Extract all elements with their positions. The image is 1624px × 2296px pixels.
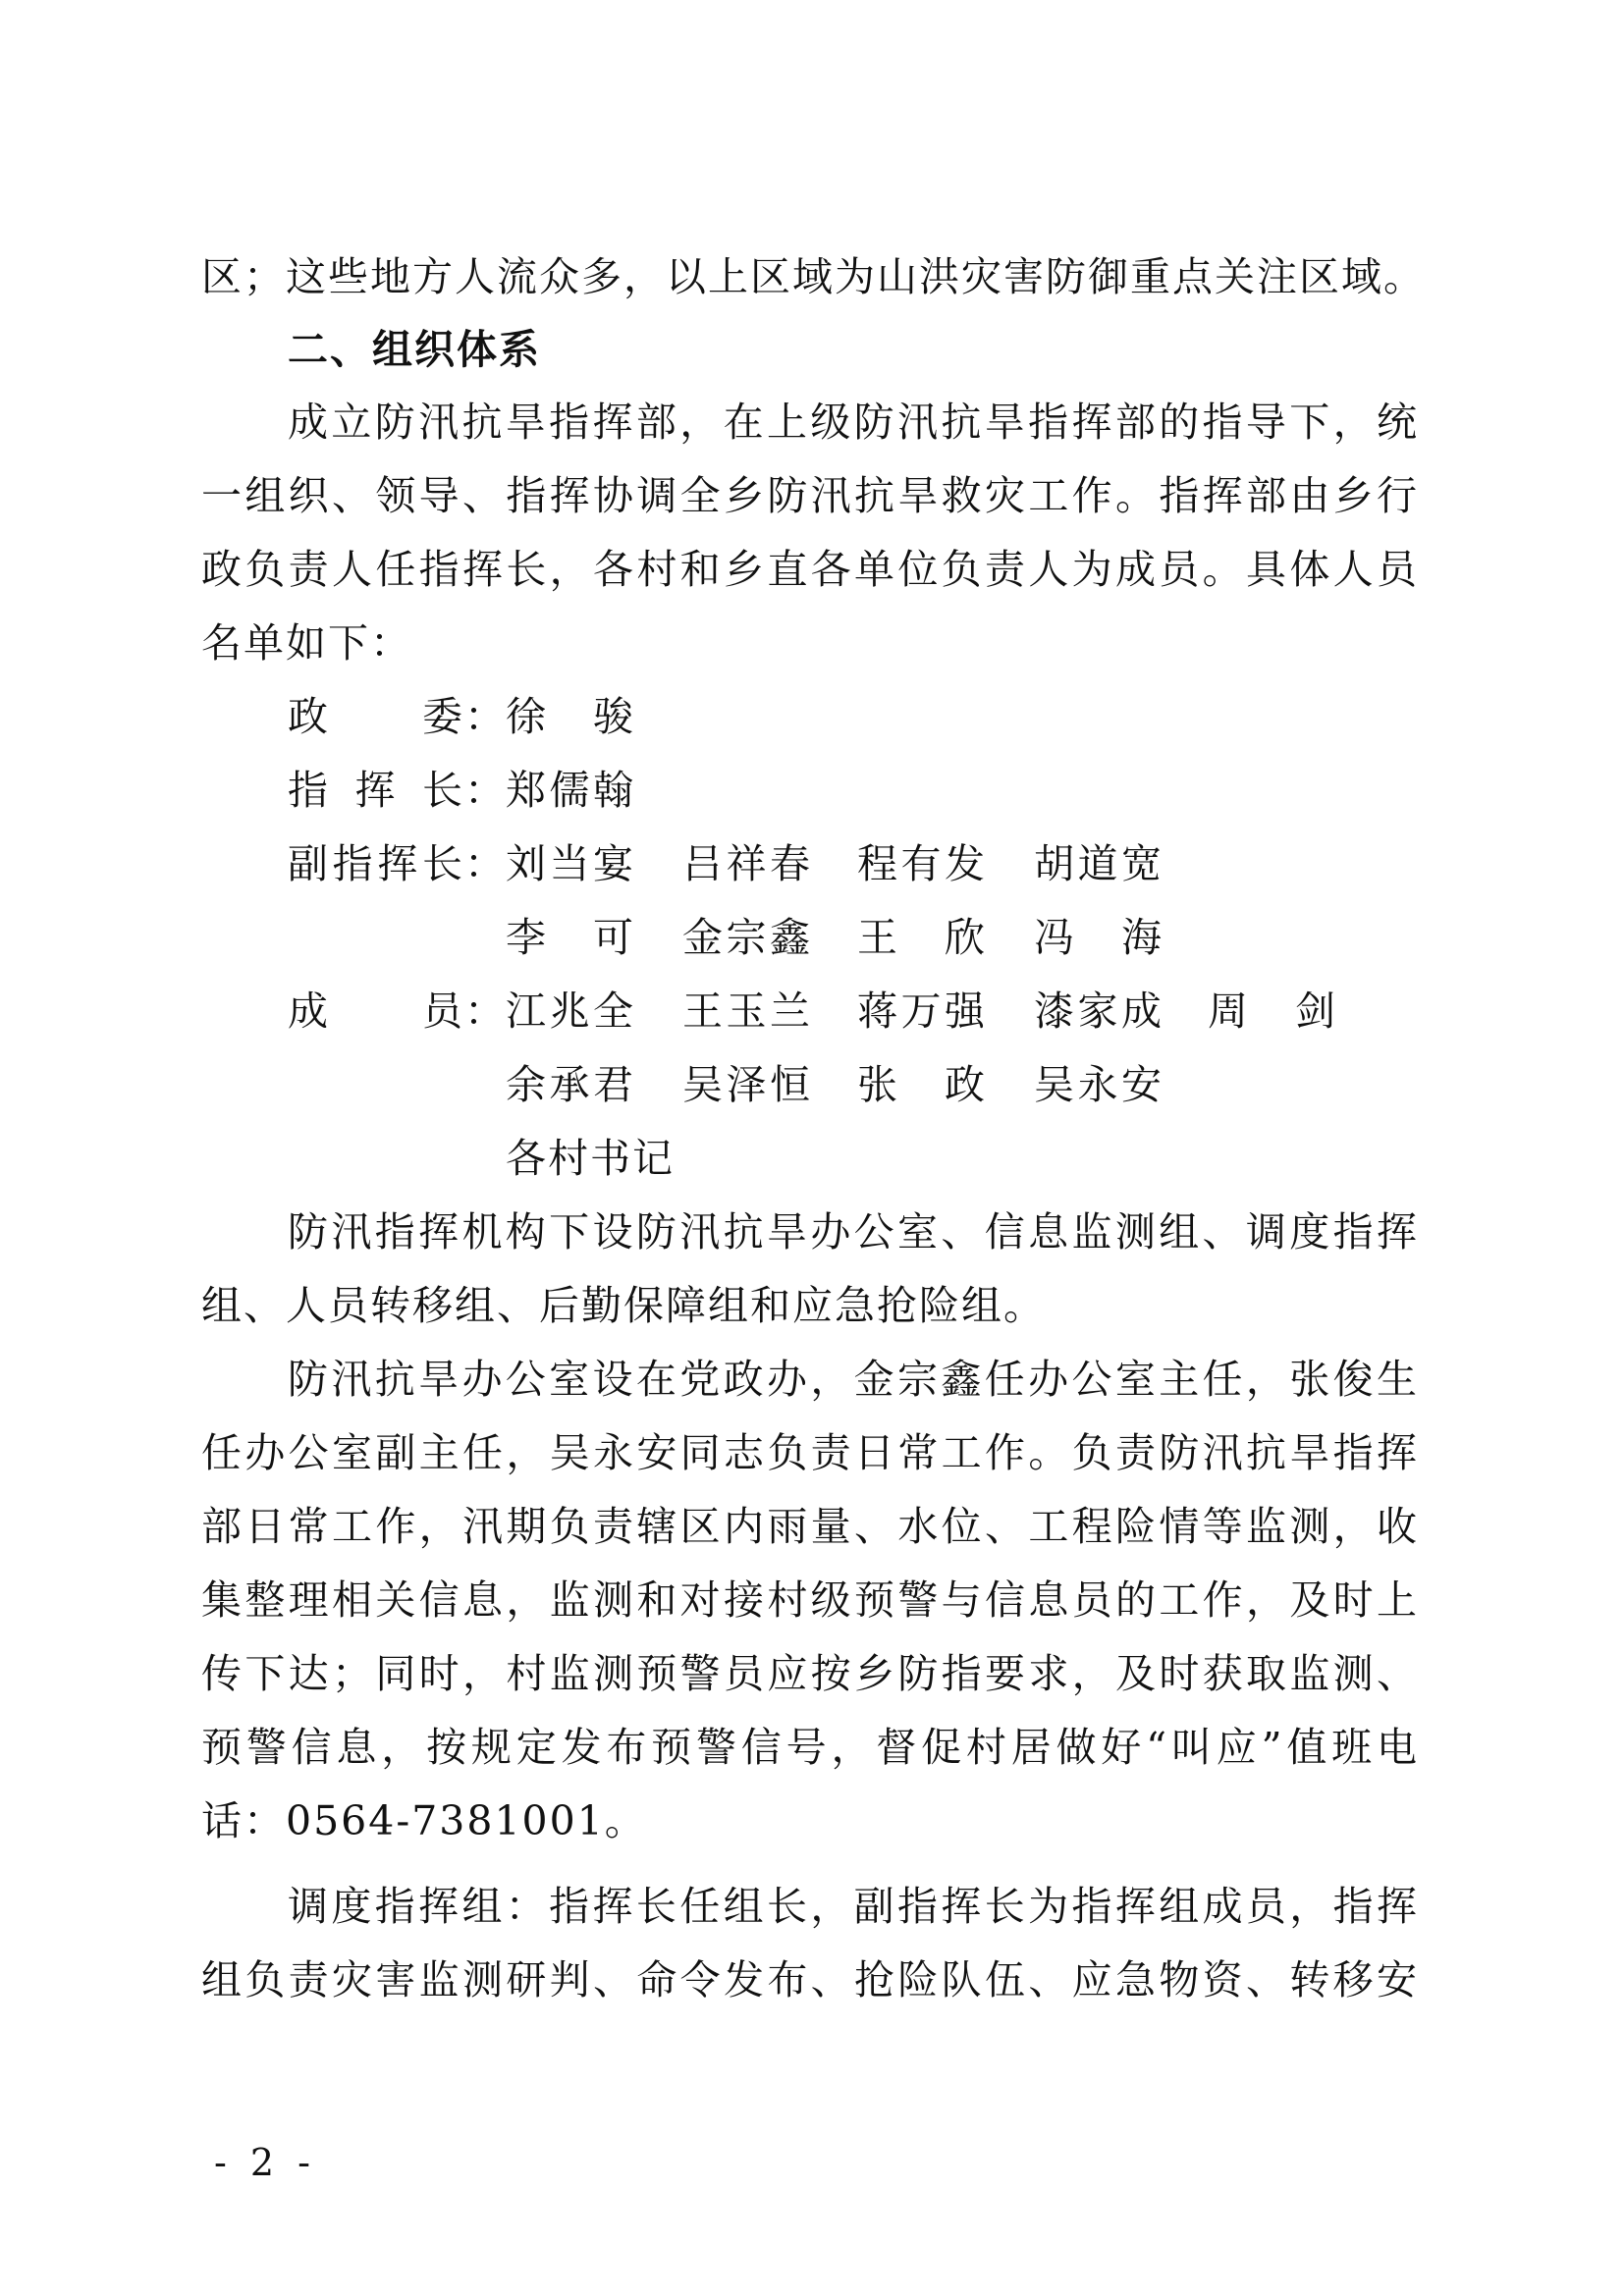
roster-name: 王欣 — [857, 914, 987, 961]
paragraph-line: 组负责灾害监测研判、命令发布、抢险队伍、应急物资、转移安 — [201, 1956, 1419, 2003]
roster-role: 指挥长 — [288, 767, 464, 814]
paragraph-line: 调度指挥组：指挥长任组长，副指挥长为指挥组成员，指挥 — [288, 1883, 1419, 1930]
roster-colon: ： — [464, 767, 505, 814]
roster-role: 政委 — [288, 693, 464, 740]
roster-name: 各村书记 — [506, 1135, 675, 1182]
roster-name: 程有发 — [857, 840, 987, 887]
roster-name: 金宗鑫 — [682, 914, 812, 961]
roster-row-fuzhihuizhang-2 — [0, 908, 1624, 967]
paragraph-line: 防汛抗旱办公室设在党政办，金宗鑫任办公室主任，张俊生 — [288, 1356, 1419, 1403]
roster-name: 吕祥春 — [682, 840, 812, 887]
paragraph-line: 政负责人任指挥长，各村和乡直各单位负责人为成员。具体人员 — [201, 546, 1419, 593]
roster-name: 吴泽恒 — [682, 1061, 812, 1108]
roster-name: 胡道宽 — [1034, 840, 1164, 887]
roster-name: 李可 — [506, 914, 635, 961]
roster-name: 周剑 — [1208, 988, 1337, 1035]
roster-name: 刘当宴 — [506, 840, 635, 887]
roster-row-chengyuan-3 — [506, 1129, 675, 1188]
paragraph-line: 预警信息，按规定发布预警信号，督促村居做好“叫应”值班电 — [201, 1724, 1419, 1771]
roster-name: 冯海 — [1034, 914, 1164, 961]
roster-name: 漆家成 — [1034, 988, 1164, 1035]
roster-name: 余承君 — [506, 1061, 635, 1108]
roster-name: 蒋万强 — [857, 988, 987, 1035]
paragraph-line: 名单如下： — [201, 619, 412, 667]
roster-name: 徐骏 — [506, 693, 635, 740]
roster-colon: ： — [464, 840, 505, 887]
paragraph-line: 传下达；同时，村监测预警员应按乡防指要求，及时获取监测、 — [201, 1650, 1419, 1697]
roster-role: 副指挥长 — [288, 840, 464, 887]
roster-row-chengyuan-2 — [0, 1055, 1624, 1114]
roster-name: 郑儒翰 — [506, 767, 635, 814]
paragraph-line: 成立防汛抗旱指挥部，在上级防汛抗旱指挥部的指导下，统 — [288, 399, 1419, 446]
paragraph-line: 组、人员转移组、后勤保障组和应急抢险组。 — [201, 1282, 1046, 1329]
roster-name: 王玉兰 — [682, 988, 812, 1035]
roster-row-zhihuizhang — [0, 761, 1624, 820]
roster-name: 江兆全 — [506, 988, 635, 1035]
roster-row-zhengwei — [0, 687, 1624, 746]
paragraph-line: 区；这些地方人流众多，以上区域为山洪灾害防御重点关注区域。 — [201, 253, 1426, 300]
paragraph-line: 集整理相关信息，监测和对接村级预警与信息员的工作，及时上 — [201, 1576, 1419, 1624]
roster-row-fuzhihuizhang — [0, 834, 1624, 893]
roster-name: 张政 — [857, 1061, 987, 1108]
page-number: - 2 - — [214, 2141, 317, 2184]
paragraph-line: 部日常工作，汛期负责辖区内雨量、水位、工程险情等监测，收 — [201, 1503, 1419, 1550]
roster-colon: ： — [464, 988, 505, 1035]
roster-colon: ： — [464, 693, 505, 740]
paragraph-line: 一组织、领导、指挥协调全乡防汛抗旱救灾工作。指挥部由乡行 — [201, 472, 1419, 519]
paragraph-line: 任办公室副主任，吴永安同志负责日常工作。负责防汛抗旱指挥 — [201, 1429, 1419, 1476]
roster-role: 成员 — [288, 988, 464, 1035]
section-heading: 二、组织体系 — [288, 326, 541, 373]
roster-row-chengyuan — [0, 982, 1624, 1041]
paragraph-line: 防汛指挥机构下设防汛抗旱办公室、信息监测组、调度指挥 — [288, 1208, 1419, 1255]
roster-name: 吴永安 — [1034, 1061, 1164, 1108]
paragraph-line: 话：0564-7381001。 — [201, 1797, 647, 1844]
